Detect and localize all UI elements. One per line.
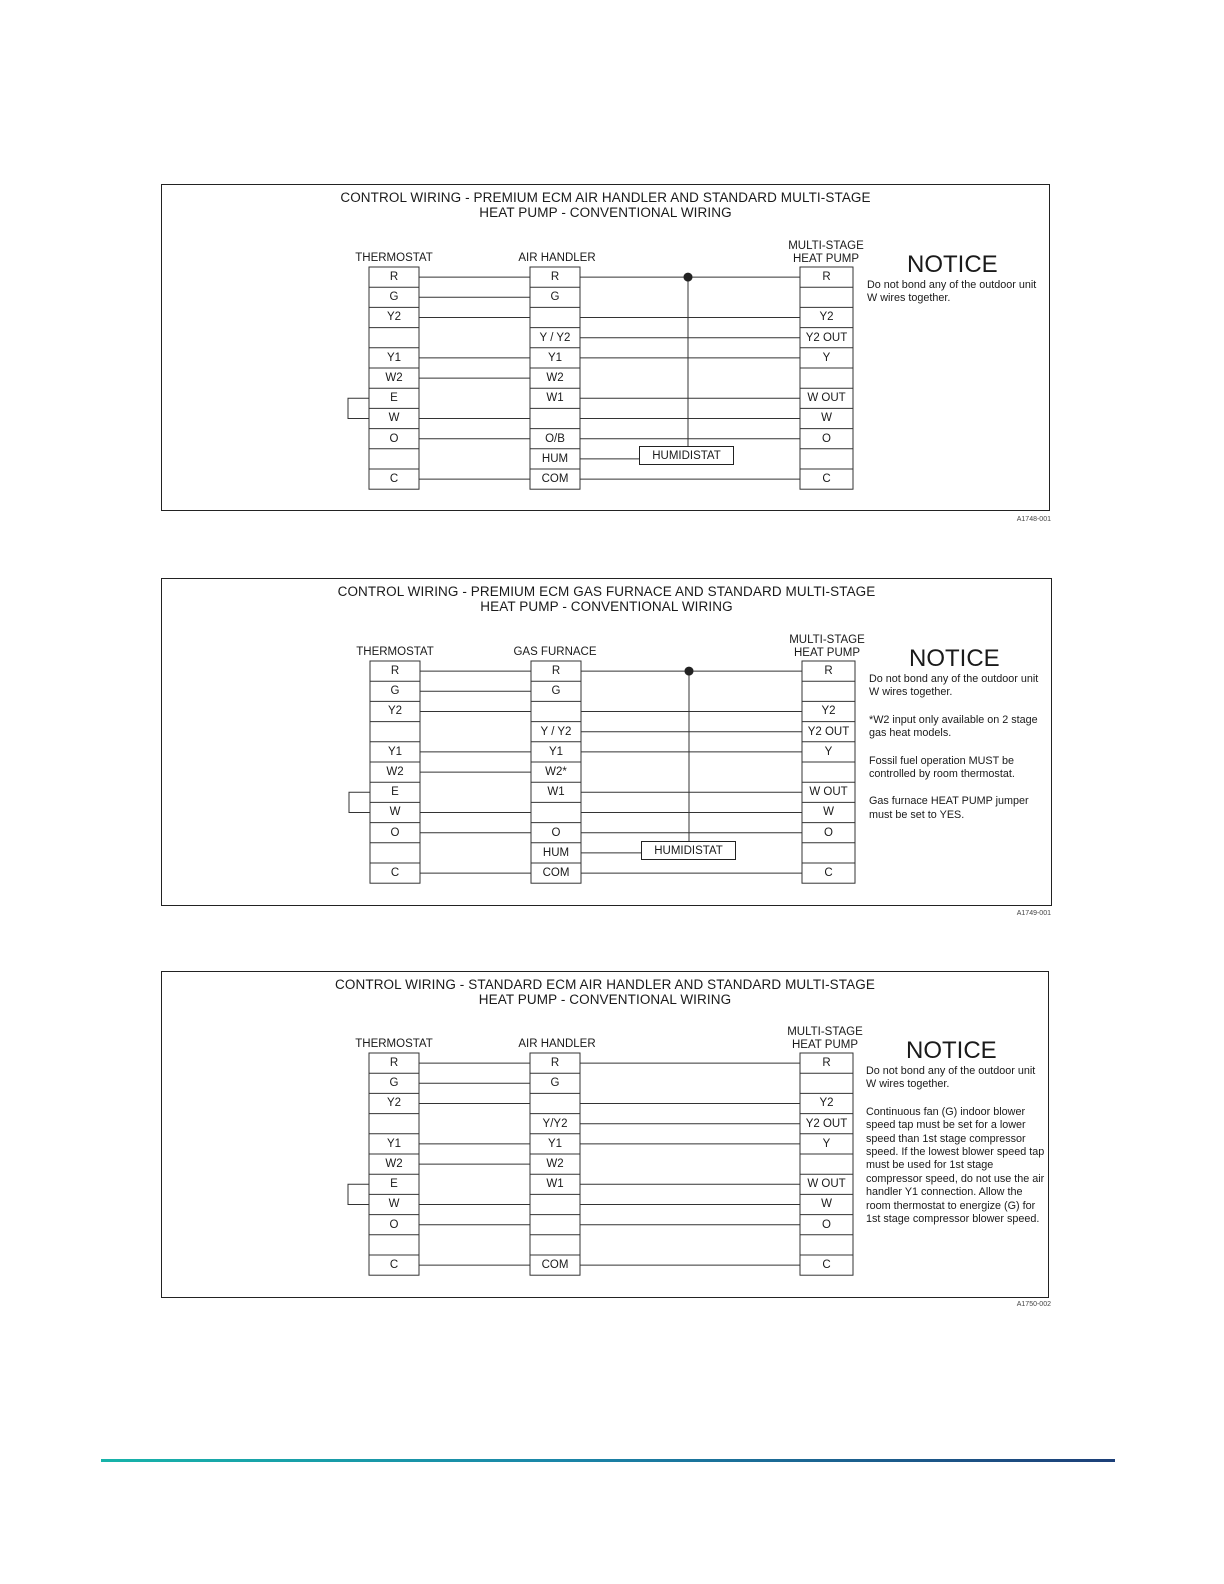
e-w-jumper	[348, 1184, 369, 1204]
notice-title: NOTICE	[906, 1037, 997, 1064]
thermostat-terminal-label: W2	[385, 1158, 403, 1170]
middle-terminal-label: COM	[541, 1259, 569, 1271]
title-line-1: CONTROL WIRING - PREMIUM ECM AIR HANDLER AND STANDARD MULTI-STAGE	[340, 190, 871, 205]
middle-terminal-label: COM	[542, 867, 570, 879]
wiring-diagram-premium-air-handler	[161, 184, 1050, 511]
heat-pump-header-line2: HEAT PUMP	[792, 253, 860, 265]
middle-terminal-label: HUM	[542, 846, 570, 859]
heat-pump-terminal-label: C	[822, 473, 831, 485]
junction-dot	[684, 273, 693, 282]
junction-dot	[685, 667, 694, 676]
middle-terminal-label: O/B	[545, 432, 565, 445]
thermostat-terminal-label: R	[390, 665, 400, 677]
middle-terminal-label: W1	[546, 1178, 564, 1191]
thermostat-terminal-label: C	[389, 1259, 399, 1271]
middle-terminal-label: R	[550, 271, 560, 283]
notice-title: NOTICE	[907, 251, 998, 278]
heat-pump-header-line1: MULTI-STAGE	[787, 1026, 863, 1038]
e-w-jumper	[349, 792, 370, 812]
heat-pump-header	[777, 634, 877, 660]
middle-terminal-label: W2*	[545, 766, 567, 778]
heat-pump-terminal-label: W	[821, 412, 832, 425]
middle-terminal-label: HUM	[541, 452, 569, 465]
heat-pump-header	[776, 240, 876, 266]
title-line-2: HEAT PUMP - CONVENTIONAL WIRING	[478, 992, 732, 1007]
thermostat-terminal-label: G	[389, 1077, 399, 1090]
heat-pump-header-line2: HEAT PUMP	[793, 647, 861, 659]
heat-pump-terminal-label: O	[822, 432, 831, 445]
thermostat-terminal-label: G	[390, 685, 400, 698]
heat-pump-terminal-label: Y2	[819, 311, 834, 324]
middle-terminal-label: W1	[547, 786, 565, 799]
middle-terminal-label: W2	[546, 372, 564, 384]
heat-pump-terminal-label: C	[824, 867, 833, 879]
thermostat-terminal-label: W	[389, 806, 401, 819]
thermostat-terminal-label: E	[390, 1178, 398, 1191]
heat-pump-terminal-label: Y	[824, 745, 833, 758]
thermostat-terminal-label: R	[389, 271, 399, 283]
notice-text	[867, 279, 1045, 320]
figure-code: A1750-002	[1016, 1301, 1051, 1308]
diagram-title	[162, 977, 1048, 1007]
thermostat-header: THERMOSTAT	[355, 1038, 433, 1050]
middle-terminal-label: Y / Y2	[539, 331, 571, 344]
heat-pump-terminal-label: W	[821, 1198, 832, 1211]
title-line-1: CONTROL WIRING - PREMIUM ECM GAS FURNACE AND STANDARD MULTI-STAGE	[337, 584, 876, 599]
heat-pump-terminal-label: W OUT	[809, 786, 848, 799]
thermostat-terminal-label: O	[390, 826, 400, 839]
middle-terminal-label: W2	[546, 1158, 564, 1170]
notice-paragraph: Continuous fan (G) indoor blower speed tap must be set for a lower speed than 1st stage compressor speed. If the lowest blower speed tap must be used for 1st stage compressor speed, do not use the air handler Y1 connection. Allow the room thermostat to energize (G) for 1st stage compressor blower speed.	[866, 1105, 1045, 1226]
thermostat-terminal-label: W2	[386, 766, 404, 778]
heat-pump-terminal-label: Y2	[821, 705, 836, 718]
middle-terminal-label: Y1	[547, 351, 563, 364]
title-line-2: HEAT PUMP - CONVENTIONAL WIRING	[479, 205, 732, 220]
heat-pump-terminal-label: R	[824, 665, 833, 677]
middle-terminal-label: O	[551, 826, 561, 839]
heat-pump-terminal-block	[800, 1053, 853, 1275]
notice-paragraph: Gas furnace HEAT PUMP jumper must be set to YES.	[869, 795, 1029, 821]
air-handler-header: AIR HANDLER	[518, 1038, 596, 1050]
thermostat-terminal-label: Y2	[387, 705, 403, 718]
thermostat-terminal-label: W	[388, 1198, 400, 1211]
heat-pump-terminal-label: Y2	[819, 1097, 834, 1110]
figure-code: A1749-001	[1016, 910, 1051, 917]
heat-pump-terminal-label: R	[822, 1057, 831, 1069]
title-line-1: CONTROL WIRING - STANDARD ECM AIR HANDLER AND STANDARD MULTI-STAGE	[335, 977, 875, 992]
air-handler-header: AIR HANDLER	[518, 252, 596, 264]
thermostat-terminal-label: Y2	[386, 311, 402, 324]
notice-paragraph: Do not bond any of the outdoor unit W wires together.	[866, 1065, 1036, 1091]
heat-pump-terminal-label: O	[822, 1218, 831, 1231]
thermostat-terminal-label: Y1	[387, 745, 403, 758]
heat-pump-header	[775, 1026, 875, 1052]
heat-pump-header-line1: MULTI-STAGE	[788, 240, 864, 252]
heat-pump-terminal-block	[800, 267, 853, 489]
heat-pump-terminal-label: C	[822, 1259, 831, 1271]
thermostat-terminal-label: R	[389, 1057, 399, 1069]
humidistat-box: HUMIDISTAT	[641, 841, 736, 860]
thermostat-terminal-label: Y1	[386, 351, 402, 364]
heat-pump-header-line2: HEAT PUMP	[791, 1039, 859, 1051]
heat-pump-terminal-label: Y2 OUT	[805, 331, 848, 344]
heat-pump-terminal-label: Y2 OUT	[805, 1117, 848, 1130]
thermostat-terminal-label: Y1	[386, 1137, 402, 1150]
thermostat-terminal-label: W	[388, 412, 400, 425]
middle-terminal-label: G	[550, 291, 560, 304]
middle-terminal-label: Y1	[548, 745, 564, 758]
heat-pump-terminal-label: Y2 OUT	[807, 725, 850, 738]
middle-terminal-label: G	[550, 1077, 560, 1090]
wiring-lines	[162, 185, 1051, 512]
e-w-jumper	[348, 398, 369, 418]
heat-pump-terminal-label: Y	[822, 351, 831, 364]
thermostat-terminal-label: C	[390, 867, 400, 879]
heat-pump-terminal-label: W OUT	[807, 392, 846, 405]
heat-pump-terminal-label: W	[823, 806, 834, 819]
thermostat-header: THERMOSTAT	[356, 646, 434, 658]
heat-pump-terminal-label: R	[822, 271, 831, 283]
diagram-title	[162, 190, 1049, 220]
notice-paragraph: *W2 input only available on 2 stage gas heat models.	[869, 713, 1038, 740]
humidistat-box: HUMIDISTAT	[639, 446, 734, 465]
footer-rule	[101, 1459, 1115, 1462]
thermostat-terminal-label: G	[389, 291, 399, 304]
thermostat-terminal-label: E	[391, 786, 399, 799]
heat-pump-header-line1: MULTI-STAGE	[789, 634, 865, 646]
heat-pump-terminal-label: O	[824, 826, 833, 839]
notice-text	[869, 673, 1049, 836]
notice-title: NOTICE	[909, 645, 1000, 672]
thermostat-terminal-label: O	[389, 1218, 399, 1231]
notice-paragraph: Do not bond any of the outdoor unit W wires together.	[869, 673, 1039, 699]
middle-terminal-label: Y / Y2	[540, 725, 572, 738]
notice-paragraph: Do not bond any of the outdoor unit W wires together.	[867, 279, 1037, 305]
heat-pump-terminal-label: Y	[822, 1137, 831, 1150]
thermostat-terminal-label: E	[390, 392, 398, 405]
gas-furnace-header: GAS FURNACE	[513, 646, 597, 658]
figure-code: A1748-001	[1016, 516, 1051, 523]
middle-terminal-label: COM	[541, 473, 569, 485]
title-line-2: HEAT PUMP - CONVENTIONAL WIRING	[480, 599, 733, 614]
middle-terminal-label: W1	[546, 392, 564, 405]
thermostat-terminal-label: C	[389, 473, 399, 485]
heat-pump-terminal-label: W OUT	[807, 1178, 846, 1191]
middle-terminal-label: Y/Y2	[542, 1117, 568, 1130]
thermostat-terminal-label: W2	[385, 372, 403, 384]
middle-terminal-label: G	[551, 685, 561, 698]
middle-terminal-label: R	[550, 1057, 560, 1069]
wiring-diagram-gas-furnace	[161, 578, 1052, 906]
middle-terminal-label: Y1	[547, 1137, 563, 1150]
thermostat-header: THERMOSTAT	[355, 252, 433, 264]
middle-terminal-label: R	[551, 665, 561, 677]
notice-paragraph: Fossil fuel operation MUST be controlled by room thermostat.	[869, 754, 1015, 781]
notice-text	[866, 1065, 1048, 1240]
wiring-diagram-standard-air-handler	[161, 971, 1049, 1298]
thermostat-terminal-label: Y2	[386, 1097, 402, 1110]
heat-pump-terminal-block	[802, 661, 855, 883]
diagram-title	[162, 584, 1051, 614]
thermostat-terminal-label: O	[389, 432, 399, 445]
